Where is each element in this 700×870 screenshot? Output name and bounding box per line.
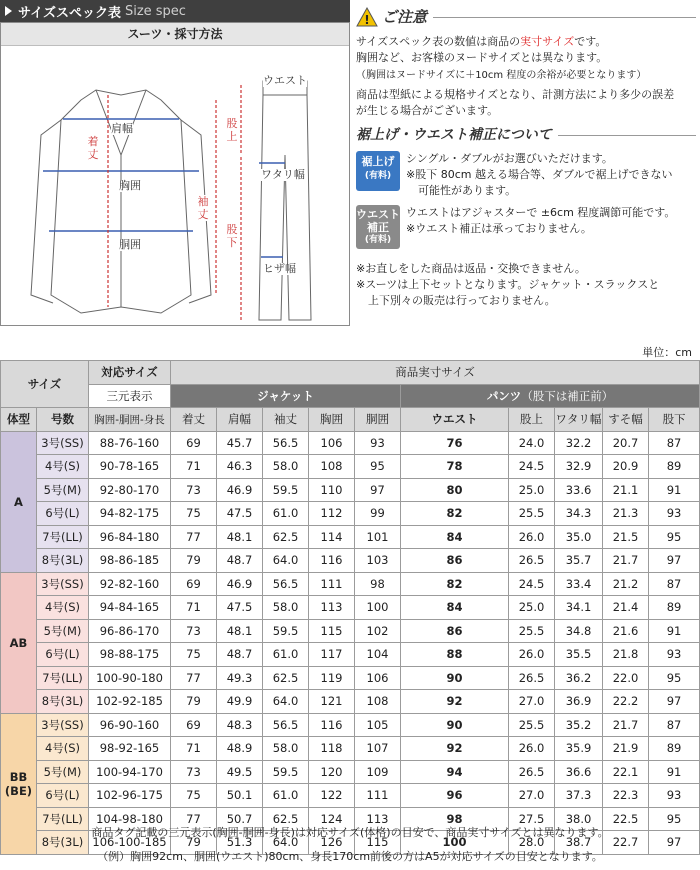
th-sangen: 三元表示 [89, 384, 171, 408]
table-cell: 77 [171, 666, 217, 690]
label-doui: 胴囲 [119, 238, 141, 251]
table-cell: 4号(S) [37, 737, 89, 761]
table-cell: 98-86-185 [89, 549, 171, 573]
body-type-cell: AB [1, 572, 37, 713]
table-cell: 26.5 [509, 666, 555, 690]
table-cell: 111 [355, 784, 401, 808]
table-cell: 111 [309, 572, 355, 596]
table-row [1, 737, 700, 761]
table-cell: 26.0 [509, 525, 555, 549]
table-cell: 99 [355, 502, 401, 526]
table-cell: 36.2 [555, 666, 603, 690]
table-cell: 76 [401, 431, 509, 455]
table-cell: 21.7 [603, 713, 649, 737]
table-row [1, 784, 700, 808]
table-cell: 100 [355, 596, 401, 620]
table-cell: 96-84-180 [89, 525, 171, 549]
table-cell: 61.0 [263, 643, 309, 667]
table-cell: 38.7 [555, 831, 603, 855]
table-row [1, 666, 700, 690]
th-kitake: 着丈 [171, 408, 217, 432]
table-cell: 93 [649, 502, 700, 526]
table-cell: 91 [649, 619, 700, 643]
table-cell: 90-78-165 [89, 455, 171, 479]
svg-text:!: ! [364, 13, 370, 27]
table-cell: 8号(3L) [37, 690, 89, 714]
table-cell: 5号(M) [37, 478, 89, 502]
table-cell: 27.0 [509, 784, 555, 808]
table-cell: 84 [401, 596, 509, 620]
table-cell: 92-82-160 [89, 572, 171, 596]
table-cell: 106 [355, 666, 401, 690]
table-cell: 75 [171, 502, 217, 526]
th-taikei: 体型 [1, 408, 37, 432]
table-cell: 90 [401, 713, 509, 737]
table-cell: 92-80-170 [89, 478, 171, 502]
table-cell: 89 [649, 455, 700, 479]
label-sodetake: 袖丈 [197, 195, 209, 221]
table-cell: 6号(L) [37, 784, 89, 808]
table-cell: 79 [171, 831, 217, 855]
table-cell: 26.5 [509, 760, 555, 784]
table-cell: 126 [309, 831, 355, 855]
th-pants: パンツ（股下は補正前） [401, 384, 700, 408]
th-matashita: 股下 [649, 408, 700, 432]
table-cell: 110 [309, 478, 355, 502]
table-row [1, 690, 700, 714]
table-row [1, 643, 700, 667]
table-cell: 84 [401, 525, 509, 549]
table-cell: 8号(3L) [37, 831, 89, 855]
note-set-1: ※スーツは上下セットとなります。ジャケット・スラックスと [356, 278, 660, 291]
table-cell: 114 [309, 525, 355, 549]
table-row [1, 596, 700, 620]
table-cell: 93 [355, 431, 401, 455]
table-cell: 35.2 [555, 713, 603, 737]
table-cell: 49.3 [217, 666, 263, 690]
table-cell: 98-88-175 [89, 643, 171, 667]
table-cell: 122 [309, 784, 355, 808]
table-row [1, 572, 700, 596]
table-cell: 98-92-165 [89, 737, 171, 761]
table-cell: 4号(S) [37, 596, 89, 620]
label-katahaba: 肩幅 [111, 122, 133, 135]
section-header [0, 0, 350, 22]
unit-label: 単位：cm [642, 346, 692, 359]
table-cell: 120 [309, 760, 355, 784]
suit-illustration [1, 45, 349, 345]
label-hizahaba: ヒザ幅 [263, 262, 296, 275]
hem-text-1: シングル・ダブルがお選びいただけます。 [406, 152, 613, 165]
table-cell: 73 [171, 619, 217, 643]
table-cell: 6号(L) [37, 643, 89, 667]
th-gousuu: 号数 [37, 408, 89, 432]
th-watari: ワタリ幅 [555, 408, 603, 432]
table-cell: 100-94-170 [89, 760, 171, 784]
table-cell: 21.4 [603, 596, 649, 620]
table-cell: 77 [171, 525, 217, 549]
table-cell: 96-86-170 [89, 619, 171, 643]
table-cell: 25.5 [509, 502, 555, 526]
table-cell: 21.3 [603, 502, 649, 526]
table-cell: 64.0 [263, 690, 309, 714]
table-cell: 116 [309, 549, 355, 573]
table-cell: 64.0 [263, 831, 309, 855]
table-cell: 103 [355, 549, 401, 573]
table-cell: 118 [309, 737, 355, 761]
table-cell: 56.5 [263, 713, 309, 737]
table-cell: 98 [401, 807, 509, 831]
table-cell: 25.5 [509, 619, 555, 643]
th-katahaba: 肩幅 [217, 408, 263, 432]
table-cell: 78 [401, 455, 509, 479]
table-cell: 88-76-160 [89, 431, 171, 455]
table-cell: 58.0 [263, 455, 309, 479]
table-cell: 21.8 [603, 643, 649, 667]
table-cell: 77 [171, 807, 217, 831]
table-cell: 124 [309, 807, 355, 831]
note-line-3: （胸囲はヌードサイズに＋10cm 程度の余裕が必要となります） [356, 70, 647, 81]
table-cell: 69 [171, 713, 217, 737]
table-cell: 48.7 [217, 549, 263, 573]
table-cell: 69 [171, 572, 217, 596]
th-size: サイズ [1, 361, 89, 408]
note-set-2: 上下別々の販売は行っておりません。 [368, 294, 556, 307]
table-cell: 82 [401, 572, 509, 596]
table-cell: 3号(SS) [37, 431, 89, 455]
table-cell: 95 [649, 807, 700, 831]
th-dim: 胸囲-胴囲-身長 [89, 408, 171, 432]
table-cell: 64.0 [263, 549, 309, 573]
table-cell: 87 [649, 431, 700, 455]
table-cell: 59.5 [263, 478, 309, 502]
table-cell: 115 [309, 619, 355, 643]
table-cell: 86 [401, 619, 509, 643]
table-cell: 21.6 [603, 619, 649, 643]
table-cell: 62.5 [263, 807, 309, 831]
table-cell: 8号(3L) [37, 549, 89, 573]
table-cell: 3号(SS) [37, 713, 89, 737]
table-cell: 22.0 [603, 666, 649, 690]
table-cell: 22.5 [603, 807, 649, 831]
note-line-5: が生じる場合がございます。 [356, 104, 499, 117]
diagram-heading: スーツ・採寸方法 [1, 23, 349, 46]
table-cell: 90 [401, 666, 509, 690]
table-cell: 4号(S) [37, 455, 89, 479]
note-line-2: 胸囲など、お客様のヌードサイズとは異なります。 [356, 51, 608, 64]
table-cell: 101 [355, 525, 401, 549]
table-cell: 79 [171, 549, 217, 573]
table-cell: 35.5 [555, 643, 603, 667]
table-cell: 22.1 [603, 760, 649, 784]
table-cell: 48.1 [217, 525, 263, 549]
table-cell: 58.0 [263, 596, 309, 620]
table-cell: 93 [649, 643, 700, 667]
table-cell: 47.5 [217, 596, 263, 620]
table-row [1, 502, 700, 526]
hem-waist-heading: 裾上げ・ウエスト補正について [356, 127, 552, 143]
table-cell: 96-90-160 [89, 713, 171, 737]
table-cell: 117 [309, 643, 355, 667]
table-cell: 62.5 [263, 666, 309, 690]
table-cell: 47.5 [217, 502, 263, 526]
table-cell: 48.9 [217, 737, 263, 761]
table-cell: 25.5 [509, 713, 555, 737]
table-cell: 71 [171, 455, 217, 479]
table-cell: 21.2 [603, 572, 649, 596]
table-cell: 102-96-175 [89, 784, 171, 808]
table-cell: 7号(LL) [37, 525, 89, 549]
th-taiou: 対応サイズ [89, 361, 171, 385]
hem-option [356, 151, 696, 199]
table-row [1, 619, 700, 643]
table-cell: 61.0 [263, 502, 309, 526]
table-cell: 61.0 [263, 784, 309, 808]
section-title: サイズスペック表 [18, 5, 121, 21]
table-cell: 26.0 [509, 643, 555, 667]
table-cell: 69 [171, 431, 217, 455]
table-cell: 38.0 [555, 807, 603, 831]
table-cell: 95 [649, 666, 700, 690]
waist-text-1: ウエストはアジャスターで ±6cm 程度調節可能です。 [406, 206, 676, 219]
table-cell: 73 [171, 478, 217, 502]
table-cell: 94 [401, 760, 509, 784]
table-cell: 7号(LL) [37, 666, 89, 690]
table-row [1, 760, 700, 784]
table-cell: 75 [171, 643, 217, 667]
table-cell: 106-100-185 [89, 831, 171, 855]
table-cell: 36.9 [555, 690, 603, 714]
table-cell: 95 [649, 525, 700, 549]
label-waist: ウエスト [263, 74, 307, 87]
waist-option [356, 205, 696, 249]
table-cell: 91 [649, 760, 700, 784]
table-cell: 97 [649, 690, 700, 714]
table-cell: 21.1 [603, 478, 649, 502]
table-row [1, 713, 700, 737]
table-cell: 27.5 [509, 807, 555, 831]
hem-text-2: ※股下 80cm 越える場合等、ダブルで裾上げできない [406, 168, 673, 181]
table-cell: 97 [649, 549, 700, 573]
table-cell: 32.9 [555, 455, 603, 479]
table-cell: 86 [401, 549, 509, 573]
table-cell: 87 [649, 572, 700, 596]
table-cell: 71 [171, 596, 217, 620]
table-cell: 92 [401, 690, 509, 714]
table-cell: 28.0 [509, 831, 555, 855]
table-cell: 5号(M) [37, 760, 89, 784]
table-cell: 27.0 [509, 690, 555, 714]
measurement-diagram [0, 22, 350, 326]
table-cell: 104-98-180 [89, 807, 171, 831]
note-line-4: 商品は型紙による規格サイズとなり、計測方法により多少の誤差 [356, 88, 675, 101]
table-cell: 49.5 [217, 760, 263, 784]
notes-title: ご注意 [382, 8, 428, 26]
th-susohaba: すそ幅 [603, 408, 649, 432]
th-doui: 胴囲 [355, 408, 401, 432]
th-munei: 胸囲 [309, 408, 355, 432]
th-waist: ウエスト [401, 408, 509, 432]
body-type-cell: A [1, 431, 37, 572]
label-mata-shita: 股下 [226, 223, 238, 249]
table-cell: 37.3 [555, 784, 603, 808]
table-cell: 108 [309, 455, 355, 479]
table-cell: 33.4 [555, 572, 603, 596]
table-cell: 50.1 [217, 784, 263, 808]
label-watarihaba: ワタリ幅 [261, 168, 305, 181]
table-cell: 104 [355, 643, 401, 667]
table-cell: 56.5 [263, 431, 309, 455]
table-cell: 35.0 [555, 525, 603, 549]
table-cell: 21.7 [603, 549, 649, 573]
table-cell: 89 [649, 737, 700, 761]
table-cell: 32.2 [555, 431, 603, 455]
table-cell: 26.0 [509, 737, 555, 761]
label-mata-ue: 股上 [226, 117, 238, 143]
table-cell: 50.7 [217, 807, 263, 831]
th-mataue: 股上 [509, 408, 555, 432]
table-cell: 62.5 [263, 525, 309, 549]
table-cell: 34.8 [555, 619, 603, 643]
table-cell: 36.6 [555, 760, 603, 784]
table-cell: 46.9 [217, 572, 263, 596]
table-cell: 97 [649, 831, 700, 855]
table-cell: 98 [355, 572, 401, 596]
table-cell: 105 [355, 713, 401, 737]
table-row [1, 549, 700, 573]
footer-line-2: （例）胸囲92cm、胴囲(ウエスト)80cm、身長170cm前後の方はA5が対応サイズの目安となります。 [97, 850, 603, 863]
table-cell: 113 [309, 596, 355, 620]
table-cell: 5号(M) [37, 619, 89, 643]
body-type-cell: BB (BE) [1, 713, 37, 854]
table-cell: 97 [355, 478, 401, 502]
table-cell: 24.5 [509, 455, 555, 479]
table-cell: 79 [171, 690, 217, 714]
table-cell: 113 [355, 807, 401, 831]
table-cell: 35.7 [555, 549, 603, 573]
table-cell: 21.5 [603, 525, 649, 549]
table-cell: 71 [171, 737, 217, 761]
section-subtitle: Size spec [124, 3, 186, 19]
table-cell: 100-90-180 [89, 666, 171, 690]
table-cell: 21.9 [603, 737, 649, 761]
table-cell: 34.1 [555, 596, 603, 620]
table-cell: 46.9 [217, 478, 263, 502]
table-cell: 109 [355, 760, 401, 784]
table-cell: 115 [355, 831, 401, 855]
table-cell: 94-82-175 [89, 502, 171, 526]
table-cell: 112 [309, 502, 355, 526]
table-cell: 106 [309, 431, 355, 455]
table-row [1, 455, 700, 479]
waist-badge: ウエスト 補正 (有料) [356, 205, 400, 249]
table-row [1, 478, 700, 502]
table-cell: 35.9 [555, 737, 603, 761]
triangle-icon [5, 6, 12, 16]
table-cell: 58.0 [263, 737, 309, 761]
table-cell: 102-92-185 [89, 690, 171, 714]
table-cell: 20.7 [603, 431, 649, 455]
table-cell: 121 [309, 690, 355, 714]
table-cell: 92 [401, 737, 509, 761]
table-cell: 91 [649, 478, 700, 502]
size-spec-table [0, 360, 700, 855]
th-sodetake: 袖丈 [263, 408, 309, 432]
table-cell: 26.5 [509, 549, 555, 573]
table-row [1, 431, 700, 455]
footer-line-1: 商品タグ記載の三元表示(胸囲-胴囲-身長)は対応サイズ(体格)の目安で、商品実寸サイズとは異なります。 [91, 826, 609, 839]
th-jacket: ジャケット [171, 384, 401, 408]
table-cell: 100 [401, 831, 509, 855]
table-cell: 6号(L) [37, 502, 89, 526]
table-cell: 22.7 [603, 831, 649, 855]
table-cell: 3号(SS) [37, 572, 89, 596]
table-cell: 22.2 [603, 690, 649, 714]
table-cell: 108 [355, 690, 401, 714]
table-cell: 7号(LL) [37, 807, 89, 831]
table-cell: 88 [401, 643, 509, 667]
table-cell: 48.7 [217, 643, 263, 667]
table-cell: 93 [649, 784, 700, 808]
table-row [1, 525, 700, 549]
note-line-1: サイズスペック表の数値は商品の実寸サイズです。 [356, 35, 607, 48]
table-cell: 49.9 [217, 690, 263, 714]
table-cell: 102 [355, 619, 401, 643]
table-cell: 116 [309, 713, 355, 737]
table-cell: 22.3 [603, 784, 649, 808]
table-cell: 48.3 [217, 713, 263, 737]
table-cell: 46.3 [217, 455, 263, 479]
hem-badge: 裾上げ (有料) [356, 151, 400, 191]
table-cell: 82 [401, 502, 509, 526]
table-cell: 96 [401, 784, 509, 808]
table-cell: 33.6 [555, 478, 603, 502]
table-cell: 45.7 [217, 431, 263, 455]
table-cell: 25.0 [509, 478, 555, 502]
table-cell: 59.5 [263, 760, 309, 784]
table-cell: 59.5 [263, 619, 309, 643]
table-cell: 89 [649, 596, 700, 620]
table-cell: 48.1 [217, 619, 263, 643]
table-cell: 75 [171, 784, 217, 808]
notes-panel [356, 6, 696, 309]
table-cell: 87 [649, 713, 700, 737]
table-cell: 94-84-165 [89, 596, 171, 620]
label-kitake: 着丈 [87, 135, 99, 161]
hem-waist-heading-row [356, 127, 696, 143]
table-cell: 51.3 [217, 831, 263, 855]
table-cell: 24.5 [509, 572, 555, 596]
waist-text-2: ※ウエスト補正は承っておりません。 [406, 222, 592, 235]
notes-title-row [356, 6, 696, 28]
note-return: ※お直しをした商品は返品・交換できません。 [356, 262, 586, 275]
table-cell: 24.0 [509, 431, 555, 455]
table-cell: 95 [355, 455, 401, 479]
table-cell: 56.5 [263, 572, 309, 596]
table-cell: 107 [355, 737, 401, 761]
th-shouhin: 商品実寸サイズ [171, 361, 700, 385]
table-cell: 73 [171, 760, 217, 784]
warning-icon [356, 7, 378, 27]
table-cell: 119 [309, 666, 355, 690]
table-cell: 20.9 [603, 455, 649, 479]
table-cell: 80 [401, 478, 509, 502]
table-cell: 34.3 [555, 502, 603, 526]
hem-text-3: 可能性があります。 [418, 184, 517, 197]
table-cell: 25.0 [509, 596, 555, 620]
label-munei: 胸囲 [119, 179, 141, 192]
